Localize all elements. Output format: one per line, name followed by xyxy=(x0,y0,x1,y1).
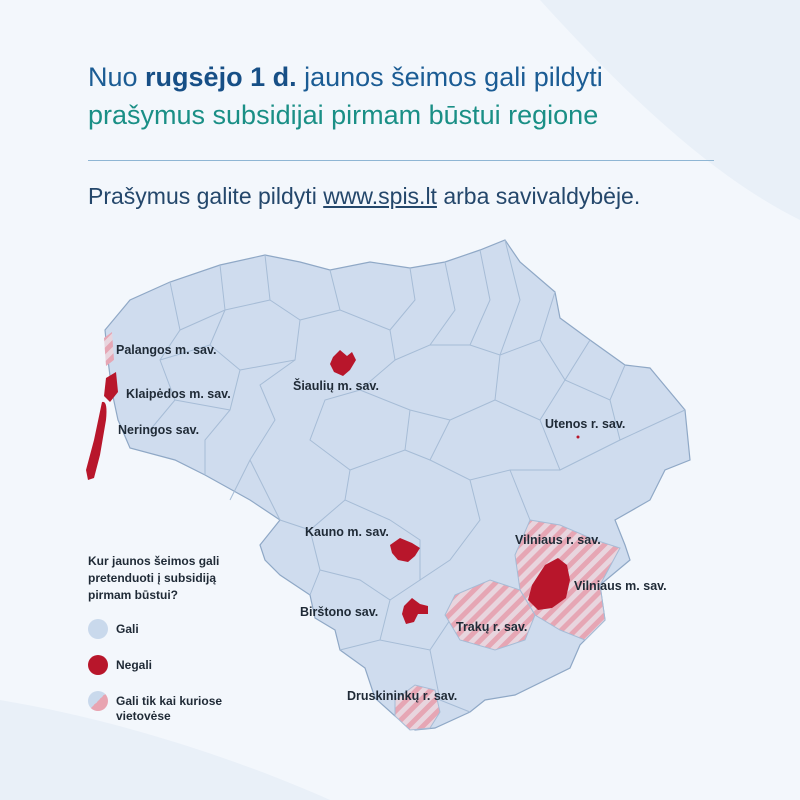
label-neringa: Neringos sav. xyxy=(118,423,200,437)
title-pre: Nuo xyxy=(88,62,146,92)
label-vilniaus-m: Vilniaus m. sav. xyxy=(574,579,667,593)
legend-question: Kur jaunos šeimos gali pretenduoti į subsidiją pirmam būstui? xyxy=(88,554,220,602)
label-palanga: Palangos m. sav. xyxy=(116,343,217,357)
legend-label-cannot: Negali xyxy=(116,658,153,672)
legend xyxy=(88,553,288,723)
title-mid: jaunos šeimos gali pildyti xyxy=(296,62,603,92)
label-vilniaus-r: Vilniaus r. sav. xyxy=(515,533,601,547)
label-siauliai: Šiaulių m. sav. xyxy=(293,379,379,393)
legend-swatch-can xyxy=(88,619,108,639)
subtitle-post: arba savivaldybėje. xyxy=(436,183,641,209)
label-druskininkai: Druskininkų r. sav. xyxy=(347,689,458,703)
subtitle-pre: Prašymus galite pildyti xyxy=(88,183,324,209)
legend-swatch-cannot xyxy=(88,655,108,675)
legend-label-partial: Gali tik kai kuriose vietovėse xyxy=(116,694,223,723)
title-line2: prašymus subsidijai pirmam būstui regione xyxy=(88,100,599,130)
legend-swatch-partial xyxy=(88,691,108,711)
label-utena: Utenos r. sav. xyxy=(545,417,626,431)
country-shape xyxy=(105,240,690,730)
legend-label-can: Gali xyxy=(116,622,139,636)
label-birstonas: Birštono sav. xyxy=(300,605,379,619)
spis-link[interactable]: www.spis.lt xyxy=(323,183,437,209)
label-kaunas: Kauno m. sav. xyxy=(305,525,389,539)
label-klaipeda: Klaipėdos m. sav. xyxy=(126,387,231,401)
title-date: rugsėjo 1 d. xyxy=(145,62,297,92)
utena-marker xyxy=(577,436,580,439)
label-trakai: Trakų r. sav. xyxy=(456,620,528,634)
neringa-region xyxy=(86,402,107,480)
